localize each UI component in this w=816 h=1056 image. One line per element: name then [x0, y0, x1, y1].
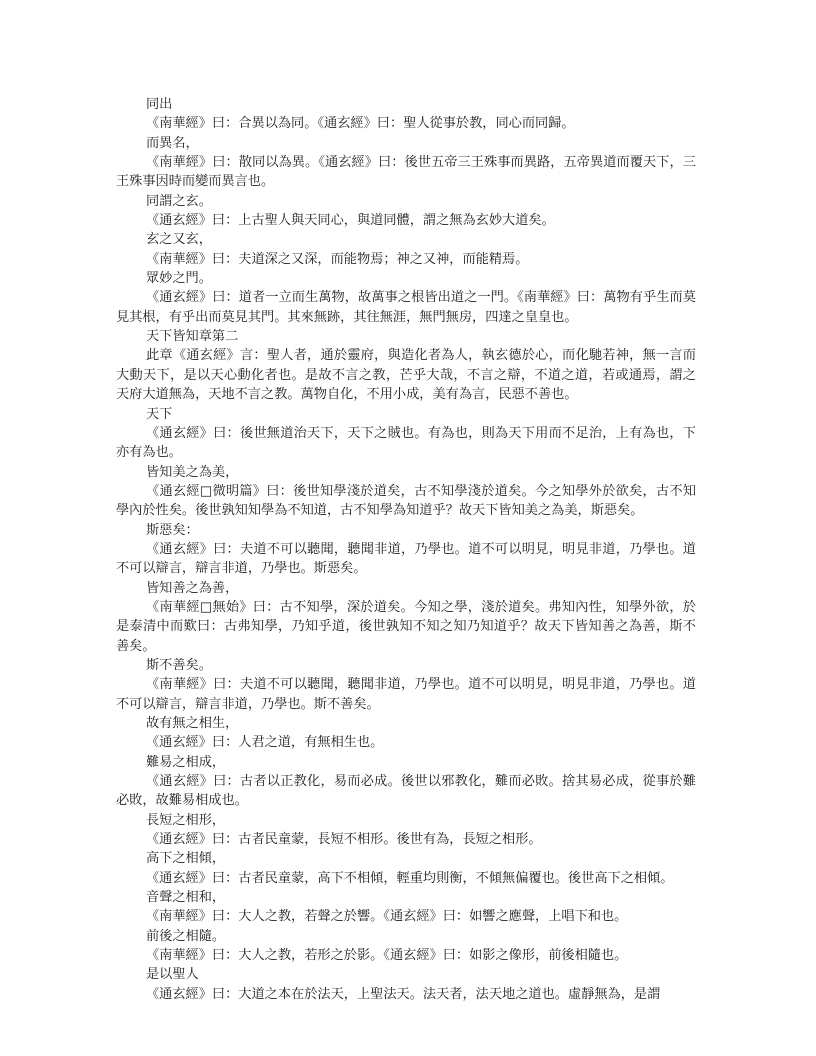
commentary-paragraph: 《通玄經》曰：後世無道治天下，天下之賊也。有為也，則為天下用而不足治，上有為也，下亦有為也。: [116, 425, 696, 461]
commentary-paragraph: 《南華經□無始》曰：古不知學，深於道矣。今知之學，淺於道矣。弗知內性，知學外欲，於是泰清中而歎曰：古弗知學，乃知乎道，後世孰知不知之知乃知道乎？故天下皆知善之為善，斯不善矣。: [116, 599, 696, 654]
commentary-paragraph: 《通玄經》曰：古者以正教化，易而必成。後世以邪教化，難而必敗。捨其易必成，從事於難必敗，故難易相成也。: [116, 774, 696, 809]
scripture-line: 天下皆知章第二: [146, 329, 239, 345]
scripture-line: 音聲之相和，: [146, 890, 226, 906]
scripture-line: 前後之相隨。: [146, 928, 226, 944]
commentary-paragraph: 《南華經》曰：夫道不可以聽聞，聽聞非道，乃學也。道不可以明見，明見非道，乃學也。道不可以辯言，辯言非道，乃學也。斯不善矣。: [116, 677, 696, 712]
commentary-paragraph: 《通玄經》曰：人君之道，有無相生也。: [146, 735, 384, 751]
scripture-line: 故有無之相生，: [146, 716, 239, 731]
scripture-line: 是以聖人: [146, 967, 199, 983]
scripture-line: 皆知美之為美，: [146, 464, 239, 480]
commentary-paragraph: 《通玄經》曰：夫道不可以聽聞，聽聞非道，乃學也。道不可以明見，明見非道，乃學也。道不可以辯言，辯言非道，乃學也。斯惡矣。: [116, 541, 696, 577]
commentary-paragraph: 《通玄經》曰：大道之本在於法天，上聖法天。法天者，法天地之道也。虛靜無為，是謂: [146, 986, 661, 1002]
scripture-line: 斯惡矣：: [146, 522, 199, 538]
scripture-line: 眾妙之門。: [146, 271, 212, 287]
scripture-line: 長短之相形，: [146, 812, 226, 828]
scripture-line: 高下之相傾，: [146, 851, 226, 867]
commentary-paragraph: 《通玄經》曰：古者民童蒙，長短不相形。後世有為，長短之相形。: [146, 832, 542, 848]
commentary-paragraph: 此章《通玄經》言：聖人者，通於靈府，與造化者為人，執玄德於心，而化馳若神，無一言而大動天下，是以天心動化者也。是故不言之教，芒乎大哉，不言之辯，不道之道，若或通焉，謂之天府大道無為，天地不言之教。萬物自化，不用小成，美有為言，民惡不善也。: [116, 348, 696, 403]
commentary-paragraph: 《南華經》曰：合異以為同。《通玄經》曰：聖人從事於教，同心而同歸。: [146, 116, 575, 132]
scripture-line: 難易之相成，: [146, 754, 226, 770]
commentary-paragraph: 《南華經》曰：大人之教，若聲之於響。《通玄經》曰：如響之應聲，上唱下和也。: [146, 909, 628, 925]
commentary-paragraph: 《南華經》曰：夫道深之又深，而能物焉；神之又神，而能精焉。: [146, 251, 529, 267]
commentary-paragraph: 《通玄經》曰：古者民童蒙，高下不相傾，輕重均則衡，不傾無偏覆也。後世高下之相傾。: [146, 870, 674, 886]
scripture-line: 玄之又玄，: [146, 232, 212, 248]
commentary-paragraph: 《通玄經□微明篇》曰：後世知學淺於道矣，古不知學淺於道矣。今之知學外於欲矣，古不知學內於性矣。後世孰知知學為不知道，古不知學為知道乎？故天下皆知美之為美，斯惡矣。: [116, 483, 696, 519]
commentary-paragraph: 《通玄經》曰：上古聖人與天同心，與道同體，謂之無為玄妙大道矣。: [146, 213, 555, 229]
commentary-paragraph: 《南華經》曰：散同以為異。《通玄經》曰：後世五帝三王殊事而異路，五帝異道而覆天下，三王殊事因時而變而異言也。: [116, 155, 696, 190]
scripture-line: 而異名，: [146, 135, 199, 151]
commentary-paragraph: 《通玄經》曰：道者一立而生萬物，故萬事之根皆出道之一門。《南華經》曰：萬物有乎生而莫見其根，有乎出而莫見其門。其來無跡，其往無涯，無門無房，四達之皇皇也。: [116, 290, 696, 325]
document-page: [116, 95, 696, 1004]
commentary-paragraph: 《南華經》曰：大人之教，若形之於影。《通玄經》曰：如影之像形，前後相隨也。: [146, 948, 628, 964]
scripture-line: 斯不善矣。: [146, 657, 212, 673]
scripture-line: 同謂之玄。: [146, 193, 212, 209]
scripture-line: 皆知善之為善，: [146, 580, 239, 596]
scripture-line: 同出: [146, 97, 173, 112]
scripture-line: 天下: [146, 406, 173, 422]
